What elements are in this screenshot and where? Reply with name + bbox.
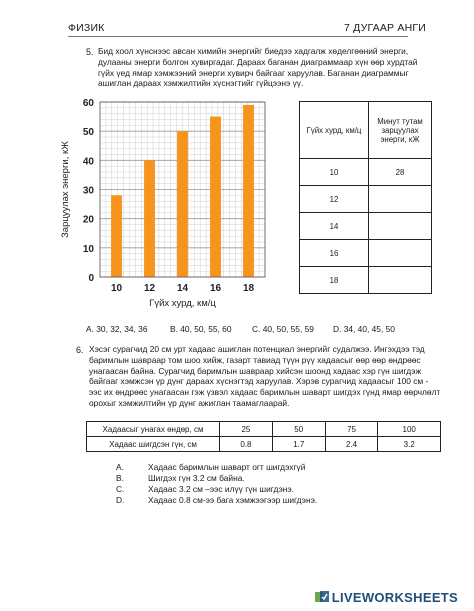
header-divider [68, 36, 408, 37]
x-tick-label: 10 [110, 283, 123, 294]
q6-line: орохыг хэмжилтийн үр дүнг ажиглан таамаглаарай. [89, 397, 290, 408]
table-row [87, 437, 441, 452]
y-tick-label: 20 [82, 214, 94, 226]
worksheet-logo-icon [315, 591, 329, 603]
grade-label: 7 ДУГААР АНГИ [344, 22, 426, 34]
q5-option-d[interactable] [333, 324, 395, 334]
answer-label: A. [116, 462, 124, 472]
energy-cell[interactable] [369, 267, 432, 294]
depth-cell: 1.7 [272, 437, 325, 452]
answer-label: C. [116, 484, 125, 494]
y-axis-label: Зарцуулах энерги, кЖ [60, 141, 71, 238]
q6-line: унагаасан байна. Сурагчид баримлын шавраар хийсэн шоонд хадаас хэр гүн шигдэж [89, 365, 422, 376]
q6-number: 6. [76, 345, 84, 355]
answer-text: Хадаас 0.8 см-ээ бага хэмжээгээр шигдэнэ. [148, 495, 318, 505]
q5-option-b[interactable] [170, 324, 231, 334]
energy-cell[interactable] [369, 213, 432, 240]
y-tick-label: 0 [88, 273, 94, 284]
depth-cell: 2.4 [325, 437, 378, 452]
depth-cell: 0.8 [220, 437, 273, 452]
q5-text [98, 46, 438, 89]
q5-number: 5. [86, 47, 94, 57]
energy-cell[interactable] [369, 186, 432, 213]
x-tick-label: 12 [143, 283, 156, 294]
answer-text: Хадаас баримлын шаварт огт шигдэхгүй [148, 462, 306, 472]
bar [243, 105, 254, 277]
table-row [300, 186, 432, 213]
bar [210, 117, 221, 277]
height-row-label: Хадаасыг унагах өндөр, см [87, 422, 220, 437]
q6-line: Хэсэг сурагчид 20 см урт хадаас ашиглан потенциал энергийг судалжээ. Ингэхдээ тэд [89, 344, 425, 354]
y-tick-label: 30 [82, 185, 94, 197]
y-tick-label: 10 [82, 243, 94, 255]
depth-row-label: Хадаас шигдсэн гүн, см [87, 437, 220, 452]
q6-answer-c[interactable] [116, 484, 317, 495]
q5-line: дулааны энерги болгон хувиргадаг. Дараах баганан диаграммаар хүн өөр хурдтай [98, 56, 418, 67]
q6-text [89, 344, 441, 409]
height-cell: 75 [325, 422, 378, 437]
col-header-speed: Гүйх хурд, км/ц [300, 102, 369, 159]
x-axis-label: Гүйх хурд, км/ц [149, 298, 216, 309]
table-row [300, 213, 432, 240]
q5-line: ашиглан дараах хэмжилтийн хүснэгтийг гүйцээнэ үү. [98, 78, 304, 89]
table-row [87, 422, 441, 437]
subject-label: ФИЗИК [68, 22, 105, 34]
q5-line: Бид хоол хүнснээс авсан химийн энергийг биедээ хадгалж хөделгөөний энерги, [98, 46, 409, 56]
q6-answer-b[interactable] [116, 473, 317, 484]
option-label: B. [170, 324, 178, 334]
x-tick-label: 16 [209, 283, 222, 294]
depth-cell: 3.2 [378, 437, 441, 452]
y-tick-label: 50 [82, 127, 94, 139]
q6-table [86, 421, 441, 452]
q6-line: байгааг хэмжсэн үр дүнг дараах хүснэгтэд харуулав. Хэрэв сурагчид хадаасыг 100 см - [89, 376, 429, 387]
liveworksheets-logo[interactable] [315, 590, 458, 605]
height-cell: 25 [220, 422, 273, 437]
y-tick-label: 40 [82, 156, 94, 168]
energy-cell[interactable] [369, 240, 432, 267]
energy-bar-chart [55, 92, 290, 310]
brand-text: LIVEWORKSHEETS [331, 590, 458, 605]
option-text: 40, 50, 55, 59 [262, 324, 314, 334]
option-label: C. [252, 324, 261, 334]
speed-cell: 14 [300, 213, 369, 240]
option-text: 34, 40, 45, 50 [343, 324, 395, 334]
answer-label: B. [116, 473, 124, 483]
speed-cell: 12 [300, 186, 369, 213]
q6-answer-a[interactable] [116, 462, 317, 473]
height-cell: 100 [378, 422, 441, 437]
q5-option-c[interactable] [252, 324, 314, 334]
q5-table [299, 101, 432, 294]
bar [177, 131, 188, 277]
option-text: 40, 50, 55, 60 [180, 324, 232, 334]
height-cell: 50 [272, 422, 325, 437]
x-tick-label: 18 [242, 283, 255, 294]
q5-option-a[interactable] [86, 324, 147, 334]
col-header-energy: Минут тутам зарцуулах энерги, кЖ [369, 102, 432, 159]
option-label: D. [333, 324, 342, 334]
q6-line: ээс их өндрөөс унагаасан гэж үзвэл хадаас баримлын шаварт шигдэх гүнд ямар өөрчлөлт [89, 387, 441, 398]
speed-cell: 16 [300, 240, 369, 267]
x-tick-label: 14 [176, 283, 189, 294]
speed-cell: 10 [300, 159, 369, 186]
answer-text: Хадаас 3.2 см –ээс илүү гүн шигдэнэ. [148, 484, 294, 494]
energy-cell[interactable]: 28 [369, 159, 432, 186]
q6-answer-d[interactable] [116, 495, 317, 506]
option-text: 30, 32, 34, 36 [96, 324, 148, 334]
answer-text: Шигдэх гүн 3.2 см байна. [148, 473, 245, 483]
bar [111, 195, 122, 277]
q6-line: баримлын шавраар том шоо хийж, газарт тавиад түүн рүү хадаасыг өөр өөр өндрөөс [89, 354, 421, 365]
answer-label: D. [116, 495, 125, 505]
y-tick-label: 60 [82, 98, 94, 109]
speed-cell: 18 [300, 267, 369, 294]
table-row [300, 267, 432, 294]
q5-line: гүйх үед ямар хэмжээний энерги хувирч байгааг харуулав. Баганан диаграммыг [98, 67, 409, 78]
option-label: A. [86, 324, 94, 334]
q6-answers [116, 462, 317, 506]
table-row [300, 159, 432, 186]
bar [144, 160, 155, 277]
table-row [300, 240, 432, 267]
